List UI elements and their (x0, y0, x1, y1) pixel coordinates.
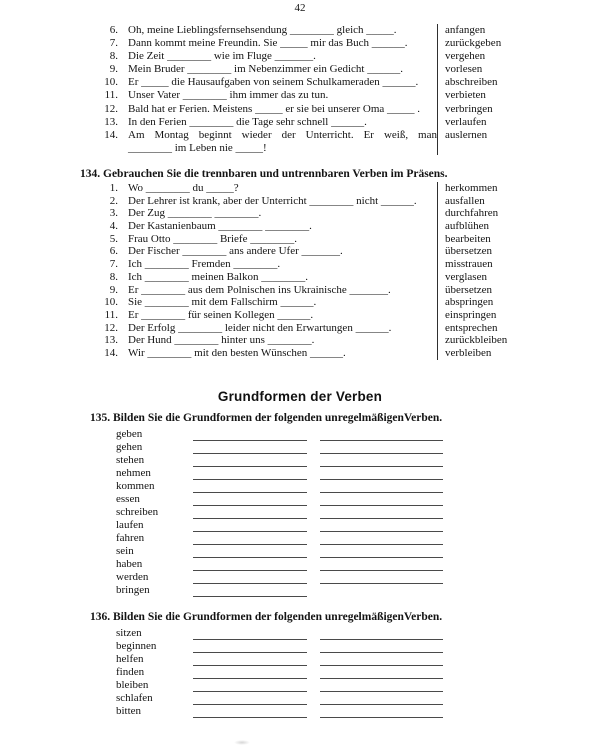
item-verb-hint: vorlesen (437, 63, 537, 76)
item-sentence: Ich ________ Fremden ________. (128, 258, 281, 271)
item-sentence: Er ________ für seinen Kollegen ______. (128, 308, 314, 321)
exercise-134-items (84, 182, 600, 360)
item-sentence: Der Hund ________ hinter uns ________. (128, 334, 315, 347)
item-sentence: Wir ________ mit den besten Wünschen ______. (128, 347, 346, 360)
answer-blank-line (193, 567, 307, 571)
verb-infinitive: kommen (116, 479, 155, 492)
verb-table-row (116, 571, 600, 584)
answer-blank-line (193, 662, 307, 666)
verb-table-row (116, 558, 600, 571)
answer-blank-line (320, 528, 443, 532)
verb-infinitive: laufen (116, 518, 144, 531)
item-sentence: Wo ________ du _____? (128, 181, 239, 194)
verb-infinitive: bitten (116, 704, 142, 717)
answer-blank-line (193, 636, 307, 640)
item-verb-hint: übersetzen (437, 284, 537, 297)
item-verb-hint: vergehen (437, 50, 537, 63)
item-number: 14. (104, 128, 118, 141)
verb-infinitive: finden (116, 665, 145, 678)
item-sentence: Mein Bruder ________ im Nebenzimmer ein Gedicht ______. (128, 63, 403, 76)
item-number: 4. (109, 220, 118, 233)
item-verb-hint: herkommen (437, 182, 537, 195)
answer-blank-line (193, 688, 307, 692)
item-number: 11. (104, 308, 118, 321)
answer-blank-line (320, 515, 443, 519)
answer-blank-line (193, 515, 307, 519)
answer-blank-line (193, 701, 307, 705)
item-number: 13. (104, 334, 118, 347)
answer-blank-line (320, 649, 443, 653)
answer-blank-line (320, 636, 443, 640)
verb-infinitive: nehmen (116, 466, 151, 479)
verb-table-row (116, 584, 600, 597)
exercise-136-verb-table (116, 627, 600, 718)
verb-infinitive: essen (116, 492, 140, 505)
verb-table-row (116, 493, 600, 506)
answer-blank-line (320, 476, 443, 480)
item-number: 8. (109, 270, 118, 283)
verb-table-row (116, 653, 600, 666)
verb-infinitive: sein (116, 544, 134, 557)
item-number: 7. (109, 258, 118, 271)
verb-table-row (116, 692, 600, 705)
item-sentence (118, 129, 437, 155)
verb-infinitive: bleiben (116, 678, 149, 691)
item-sentence: In den Ferien ________ die Tage sehr schnell ______. (128, 115, 367, 128)
answer-blank-line (193, 593, 307, 597)
item-number: 1. (109, 181, 118, 194)
answer-blank-line (193, 649, 307, 653)
verb-infinitive: helfen (116, 652, 144, 665)
section-heading: Grundformen der Verben (217, 388, 383, 404)
verb-infinitive: sitzen (116, 626, 142, 639)
item-verb-hint: abspringen (437, 296, 537, 309)
item-verb-hint: verbleiben (437, 347, 537, 360)
item-sentence: Der Lehrer ist krank, aber der Unterricht ________ nicht ______. (128, 194, 417, 207)
item-verb-hint: misstrauen (437, 258, 537, 271)
exercise-133-continuation-items (84, 24, 600, 155)
item-number: 10. (104, 76, 118, 89)
item-verb-hint: zurückgeben (437, 37, 537, 50)
verb-table-row (116, 640, 600, 653)
answer-blank-line (193, 476, 307, 480)
item-number: 12. (104, 102, 118, 115)
item-number: 14. (104, 347, 118, 360)
item-sentence: Frau Otto ________ Briefe ________. (128, 232, 297, 245)
item-verb-hint: durchfahren (437, 207, 537, 220)
item-number: 10. (104, 296, 118, 309)
item-sentence: Ich ________ meinen Balkon ________. (128, 270, 308, 283)
item-verb-hint: verbringen (437, 103, 537, 116)
verb-infinitive: gehen (116, 440, 143, 453)
answer-blank-line (320, 463, 443, 467)
item-number: 3. (109, 207, 118, 220)
verb-infinitive: fahren (116, 531, 145, 544)
answer-blank-line (320, 675, 443, 679)
item-number: 13. (104, 115, 118, 128)
item-verb-hint: abschreiben (437, 76, 537, 89)
answer-blank-line (193, 714, 307, 718)
item-number: 7. (109, 37, 118, 50)
item-number: 5. (109, 232, 118, 245)
scan-smudge (234, 740, 250, 745)
item-sentence-line2: ________ im Leben nie _____! (128, 141, 267, 154)
item-sentence-line1: Am Montag beginnt wieder der Unterricht. Er weiß, man (128, 128, 437, 141)
verb-infinitive: schlafen (116, 691, 153, 704)
item-number: 2. (109, 194, 118, 207)
answer-blank-line (193, 437, 307, 441)
verb-infinitive: bringen (116, 583, 150, 596)
item-sentence: Der Zug ________ ________. (128, 207, 262, 220)
item-verb-hint: übersetzen (437, 245, 537, 258)
verb-table-row (116, 506, 600, 519)
answer-blank-line (320, 450, 443, 454)
verb-table-row (116, 428, 600, 441)
item-number: 9. (109, 63, 118, 76)
item-number: 9. (109, 283, 118, 296)
item-sentence: Der Kastanienbaum ________ ________. (128, 220, 312, 233)
item-sentence: Sie ________ mit dem Fallschirm ______. (128, 296, 317, 309)
item-verb-hint: aufblühen (437, 220, 537, 233)
verb-table-row (116, 519, 600, 532)
item-sentence: Unser Vater ________ ihm immer das zu tun. (128, 89, 329, 102)
item-number: 11. (104, 89, 118, 102)
item-sentence: Der Fischer ________ ans andere Ufer _______. (128, 245, 343, 258)
verb-infinitive: werden (116, 570, 149, 583)
verb-infinitive: beginnen (116, 639, 157, 652)
answer-blank-line (193, 502, 307, 506)
item-sentence: Dann kommt meine Freundin. Sie _____ mir das Buch ______. (128, 37, 408, 50)
answer-blank-line (193, 675, 307, 679)
answer-blank-line (320, 489, 443, 493)
item-verb-hint: einspringen (437, 309, 537, 322)
item-number: 12. (104, 321, 118, 334)
answer-blank-line (320, 567, 443, 571)
exercise-135-title: 135. Bilden Sie die Grundformen der folgenden unregelmäßigenVerben. (90, 411, 443, 424)
item-number: 6. (109, 24, 118, 36)
answer-blank-line (193, 554, 307, 558)
exercise-134-title: 134. Gebrauchen Sie die trennbaren und untrennbaren Verben im Präsens. (80, 167, 448, 180)
verb-table-row (116, 532, 600, 545)
answer-blank-line (320, 714, 443, 718)
answer-blank-line (193, 463, 307, 467)
verb-infinitive: geben (116, 427, 143, 440)
verb-table-row (116, 454, 600, 467)
verb-table-row (116, 441, 600, 454)
item-number: 8. (109, 50, 118, 63)
answer-blank-line (193, 580, 307, 584)
item-number: 6. (109, 245, 118, 258)
verb-table-row (116, 467, 600, 480)
answer-blank-line (193, 541, 307, 545)
verb-infinitive: haben (116, 557, 143, 570)
verb-table-row (116, 627, 600, 640)
verb-table-row (116, 545, 600, 558)
answer-blank-line (320, 662, 443, 666)
answer-blank-line (193, 450, 307, 454)
item-verb-hint: verlaufen (437, 116, 537, 129)
answer-blank-line (320, 688, 443, 692)
item-verb-hint: bearbeiten (437, 233, 537, 246)
item-verb-hint: verglasen (437, 271, 537, 284)
answer-blank-line (193, 528, 307, 532)
page-number: 42 (294, 2, 306, 14)
answer-blank-line (320, 594, 443, 597)
verb-table-row (116, 480, 600, 493)
item-sentence: Die Zeit ________ wie im Fluge _______. (128, 50, 316, 63)
item-verb-hint: ausfallen (437, 195, 537, 208)
answer-blank-line (320, 580, 443, 584)
verb-table-row (116, 705, 600, 718)
item-verb-hint: anfangen (437, 24, 537, 37)
verb-table-row (116, 679, 600, 692)
answer-blank-line (193, 489, 307, 493)
item-verb-hint: entsprechen (437, 322, 537, 335)
verb-infinitive: schreiben (116, 505, 159, 518)
item-sentence: Bald hat er Ferien. Meistens _____ er sie bei unserer Oma _____ . (128, 102, 421, 115)
verb-table-row (116, 666, 600, 679)
answer-blank-line (320, 541, 443, 545)
answer-blank-line (320, 502, 443, 506)
answer-blank-line (320, 437, 443, 441)
verb-infinitive: stehen (116, 453, 145, 466)
item-verb-hint: verbieten (437, 89, 537, 102)
item-sentence: Er ________ aus dem Polnischen ins Ukrainische _______. (128, 283, 391, 296)
item-verb-hint: zurückbleiben (437, 334, 537, 347)
answer-blank-line (320, 701, 443, 705)
answer-blank-line (320, 554, 443, 558)
item-verb-hint: auslernen (437, 129, 537, 155)
item-sentence: Der Erfolg ________ leider nicht den Erwartungen ______. (128, 321, 392, 334)
exercise-136-title: 136. Bilden Sie die Grundformen der folgenden unregelmäßigenVerben. (90, 610, 443, 623)
item-sentence: Oh, meine Lieblingsfernsehsendung ________ gleich _____. (128, 24, 397, 36)
exercise-135-verb-table (116, 428, 600, 597)
item-sentence: Er _____ die Hausaufgaben von seinem Schulkameraden ______. (128, 76, 419, 89)
